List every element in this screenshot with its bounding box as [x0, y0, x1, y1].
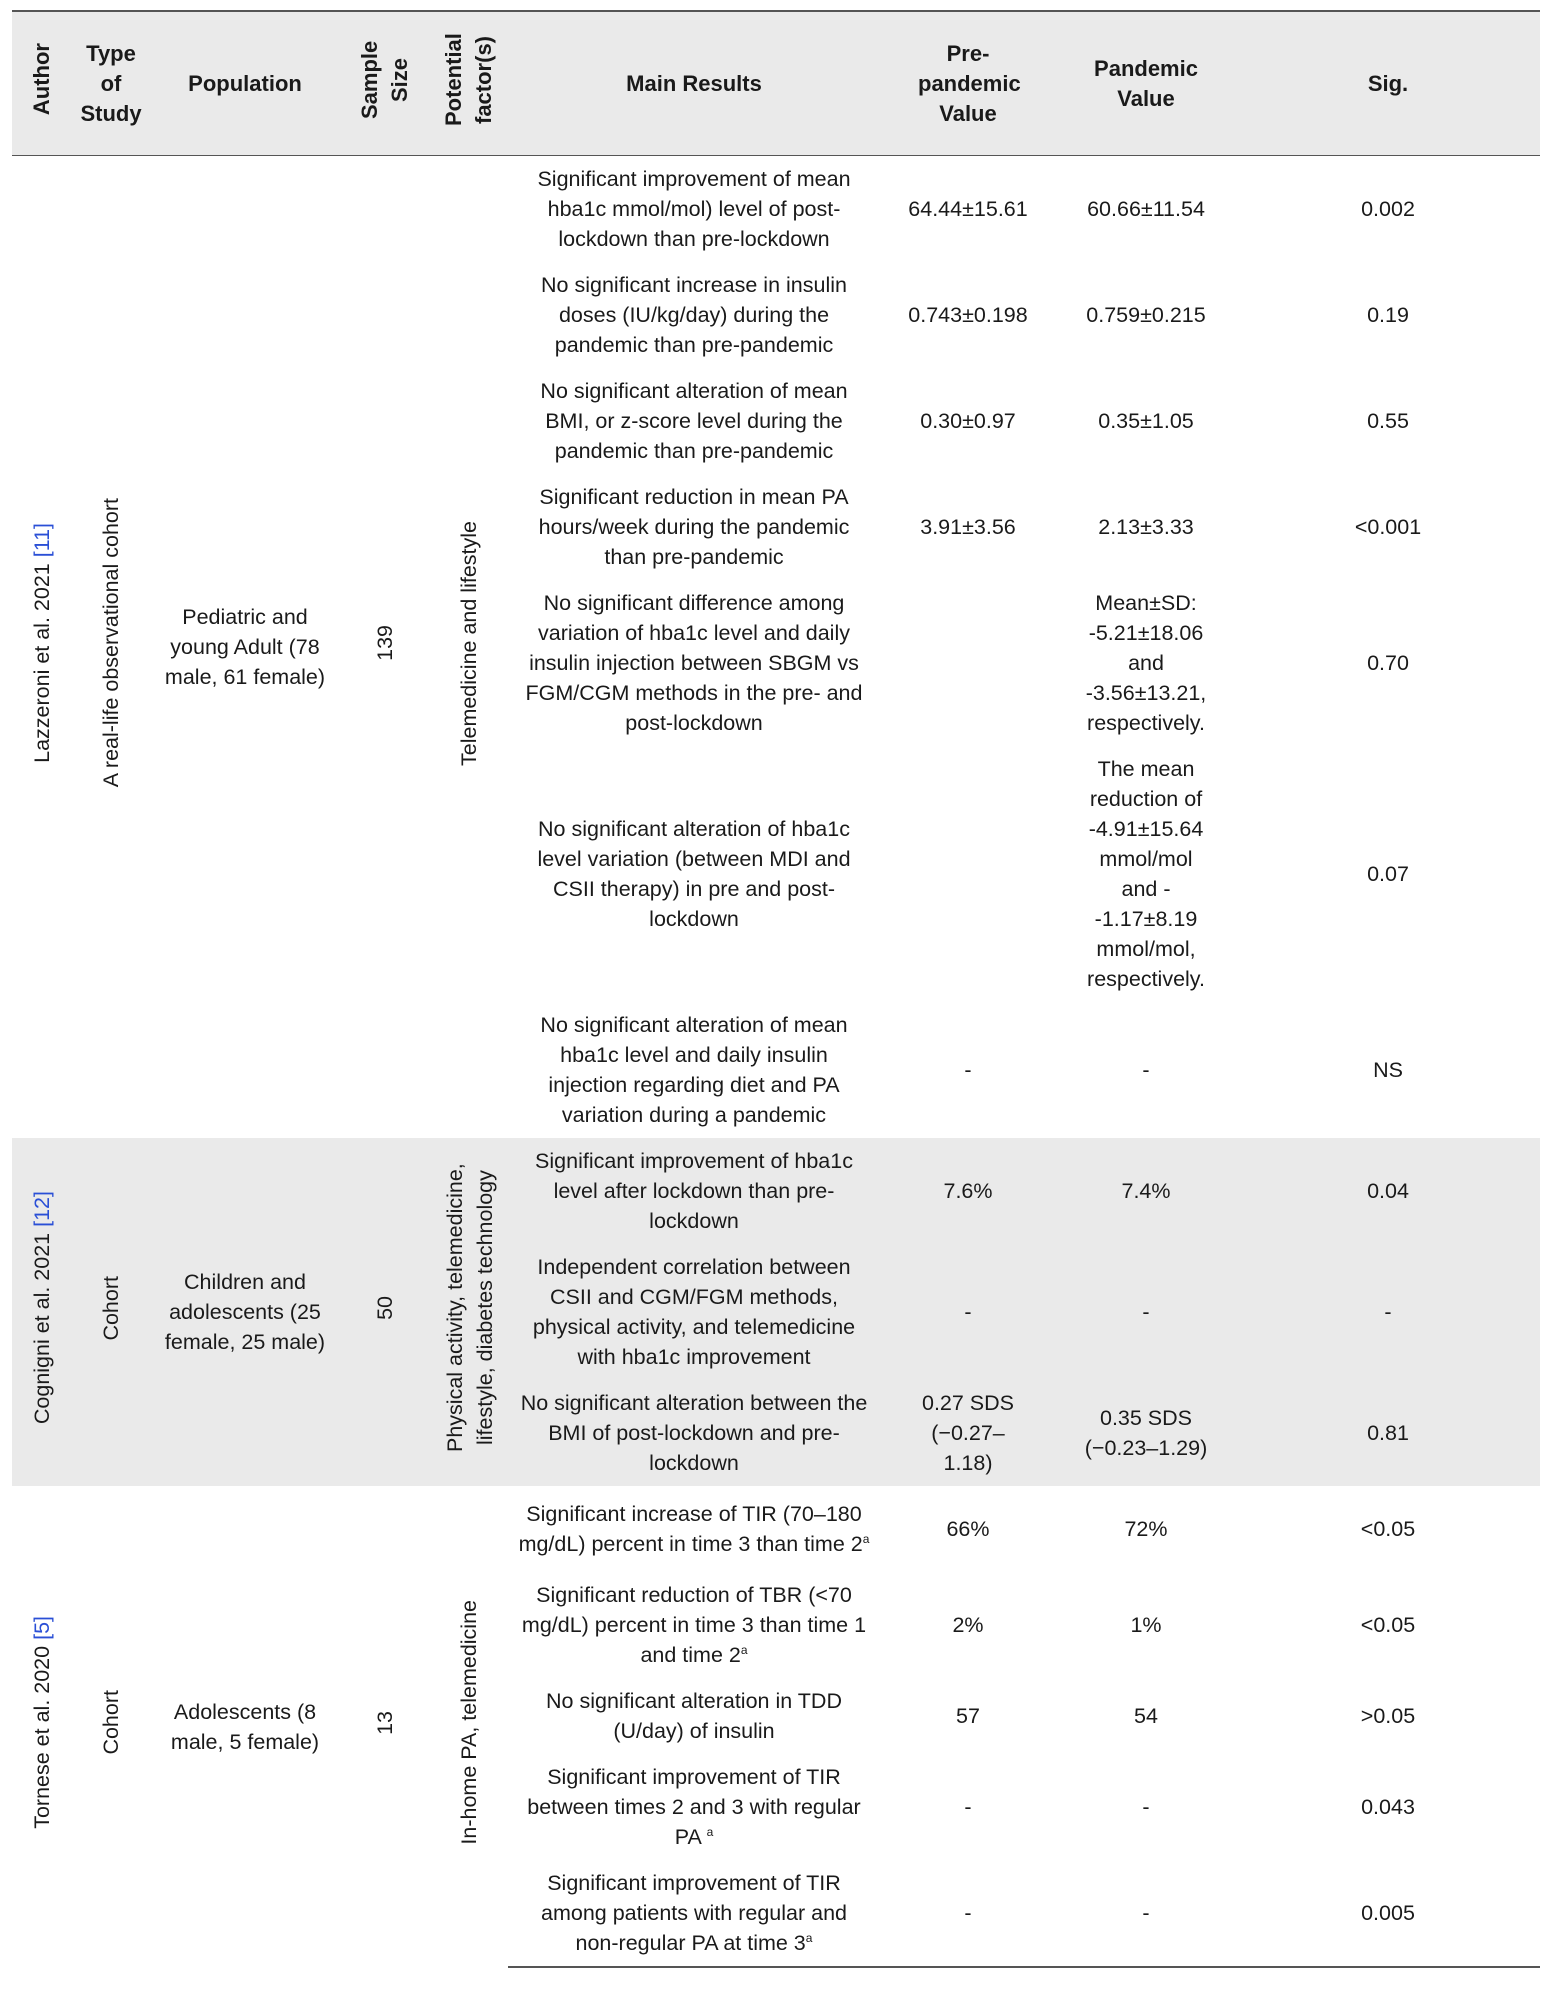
pandemic-value: - — [1142, 1795, 1150, 1819]
table-row — [12, 1486, 1540, 1572]
significance-cell — [1236, 1380, 1540, 1486]
pandemic-value-cell — [1056, 1572, 1236, 1678]
pre-pandemic-value: 66% — [946, 1517, 990, 1541]
reference-link[interactable]: [11] — [30, 523, 54, 558]
population-cell — [150, 156, 340, 1139]
main-result-cell — [508, 580, 880, 746]
header-type-of-study: Type of Study — [72, 11, 150, 156]
main-result-text: Significant reduction in mean PA hours/week during the pandemic than pre-pandemic — [538, 485, 850, 569]
main-result-cell — [508, 1860, 880, 1967]
pandemic-value: Mean±SD: -5.21±18.06 and -3.56±13.21, respectively. — [1085, 591, 1207, 735]
pre-pandemic-value-cell — [880, 746, 1056, 1002]
type-of-study-cell-text: Cohort — [99, 1275, 123, 1341]
header-author: Author — [12, 11, 72, 156]
population-cell-text: Children and adolescents (25 female, 25 male) — [164, 1270, 326, 1354]
significance: 0.19 — [1367, 303, 1409, 327]
pre-pandemic-value-cell — [880, 1754, 1056, 1860]
significance: <0.05 — [1360, 1517, 1416, 1541]
header-sample-size: Sample Size — [340, 11, 430, 156]
pandemic-value-cell — [1056, 1244, 1236, 1380]
main-result-text: Significant improvement of TIR between times 2 and 3 with regular PA — [527, 1765, 861, 1849]
footnote-marker: a — [740, 1642, 748, 1657]
pre-pandemic-value-cell — [880, 1678, 1056, 1754]
main-result-text: No significant difference among variation of hba1c level and daily insulin injection between SBGM vs FGM/CGM methods in the pre- and post-lockdown — [525, 591, 863, 735]
significance-cell — [1236, 368, 1540, 474]
significance-cell — [1236, 1486, 1540, 1572]
table-body — [12, 156, 1540, 1968]
table-row — [12, 156, 1540, 263]
significance-cell — [1236, 262, 1540, 368]
author-text — [27, 523, 57, 763]
pre-pandemic-value: - — [964, 1901, 972, 1925]
pandemic-value-cell — [1056, 1138, 1236, 1244]
pandemic-value-cell — [1056, 1380, 1236, 1486]
pandemic-value: - — [1142, 1058, 1150, 1082]
main-result-cell — [508, 1380, 880, 1486]
significance-cell — [1236, 1002, 1540, 1138]
main-result-cell — [508, 1002, 880, 1138]
author-cell — [12, 156, 72, 1139]
pandemic-value-cell — [1056, 262, 1236, 368]
main-result-text: No significant alteration between the BMI of post-lockdown and pre-lockdown — [520, 1391, 868, 1475]
pre-pandemic-value: 2% — [952, 1613, 984, 1637]
significance: 0.81 — [1367, 1421, 1409, 1445]
pandemic-value: - — [1142, 1300, 1150, 1324]
author-name: Lazzeroni et al. 2021 — [30, 563, 54, 763]
pre-pandemic-value: 7.6% — [943, 1179, 993, 1203]
potential-factors-cell — [430, 1138, 508, 1486]
type-of-study-cell — [72, 1138, 150, 1486]
pandemic-value: The mean reduction of -4.91±15.64 mmol/mol and --1.17±8.19 mmol/mol, respectively. — [1087, 757, 1205, 991]
pandemic-value-cell — [1056, 1486, 1236, 1572]
significance: <0.05 — [1360, 1613, 1416, 1637]
pre-pandemic-value-cell — [880, 1572, 1056, 1678]
pre-pandemic-value-cell — [880, 262, 1056, 368]
main-result-text: Significant reduction of TBR (<70 mg/dL) percent in time 3 than time 1 and time 2 — [521, 1583, 867, 1667]
results-table — [12, 10, 1540, 1968]
footnote-marker: a — [706, 1824, 714, 1839]
main-result-cell — [508, 1572, 880, 1678]
footnote-marker: a — [862, 1531, 870, 1546]
pandemic-value-cell — [1056, 368, 1236, 474]
main-result-text: Significant increase of TIR (70–180 mg/dL) percent in time 3 than time 2 — [518, 1502, 863, 1556]
reference-link[interactable]: [12] — [30, 1191, 54, 1228]
author-cell — [12, 1486, 72, 1967]
pandemic-value: 0.35±1.05 — [1098, 409, 1194, 433]
main-result-cell — [508, 156, 880, 263]
significance-cell — [1236, 474, 1540, 580]
main-result-text: No significant increase in insulin doses (IU/kg/day) during the pandemic than pre-pandemic — [541, 273, 847, 357]
pandemic-value: 1% — [1130, 1613, 1162, 1637]
type-of-study-cell — [72, 156, 150, 1139]
population-cell — [150, 1138, 340, 1486]
pre-pandemic-value-cell — [880, 1860, 1056, 1967]
pandemic-value: 2.13±3.33 — [1098, 515, 1194, 539]
main-result-text: No significant alteration of mean BMI, or z-score level during the pandemic than pre-pandemic — [540, 379, 848, 463]
sample-size-cell — [340, 156, 430, 1139]
significance: <0.001 — [1354, 515, 1422, 539]
significance: NS — [1373, 1058, 1403, 1082]
pre-pandemic-value-cell — [880, 1486, 1056, 1572]
pre-pandemic-value: 0.30±0.97 — [920, 409, 1016, 433]
pre-pandemic-value: - — [964, 1300, 972, 1324]
type-of-study-cell — [72, 1486, 150, 1967]
main-result-cell — [508, 368, 880, 474]
pre-pandemic-value-cell — [880, 1244, 1056, 1380]
pre-pandemic-value-cell — [880, 368, 1056, 474]
main-result-cell — [508, 1244, 880, 1380]
pandemic-value: 54 — [1134, 1704, 1158, 1728]
sample-size-cell — [340, 1138, 430, 1486]
pandemic-value: 72% — [1124, 1517, 1168, 1541]
header-row — [12, 11, 1540, 156]
main-result-cell — [508, 474, 880, 580]
pre-pandemic-value-cell — [880, 474, 1056, 580]
significance-cell — [1236, 1754, 1540, 1860]
type-of-study-cell-text: Cohort — [99, 1690, 123, 1755]
significance: - — [1384, 1300, 1392, 1324]
pre-pandemic-value-cell — [880, 580, 1056, 746]
main-result-text: Independent correlation between CSII and CGM/FGM methods, physical activity, and telemedicine with hba1c improvement — [532, 1255, 856, 1369]
author-cell — [12, 1138, 72, 1486]
pre-pandemic-value-cell — [880, 1380, 1056, 1486]
sample-size-cell — [340, 1486, 430, 1967]
pandemic-value-cell — [1056, 746, 1236, 1002]
main-result-text: Significant improvement of hba1c level after lockdown than pre-lockdown — [535, 1149, 853, 1233]
reference-link[interactable]: [5] — [30, 1616, 54, 1641]
main-result-cell — [508, 1138, 880, 1244]
main-result-text: No significant alteration in TDD (U/day) of insulin — [546, 1689, 842, 1743]
header-potential-factors: Potential factor(s) — [430, 11, 508, 156]
main-result-text: No significant alteration of hba1c level variation (between MDI and CSII therapy) in pre and post-lockdown — [537, 817, 851, 931]
population-cell-text: Pediatric and young Adult (78 male, 61 female) — [164, 605, 326, 689]
significance: 0.043 — [1361, 1795, 1415, 1819]
author-text — [27, 1616, 57, 1829]
potential-factors-cell — [430, 156, 508, 1139]
sample-size-cell-text: 13 — [373, 1710, 397, 1735]
header-pre-pandemic: Pre-pandemic Value — [880, 11, 1056, 156]
significance: 0.70 — [1367, 651, 1409, 675]
footnote-marker: a — [805, 1930, 813, 1945]
header-sig: Sig. — [1236, 11, 1540, 156]
potential-factors-cell — [430, 1486, 508, 1967]
pandemic-value: 7.4% — [1121, 1179, 1171, 1203]
pandemic-value-cell — [1056, 1002, 1236, 1138]
significance-cell — [1236, 746, 1540, 1002]
significance: >0.05 — [1360, 1704, 1416, 1728]
potential-factors-cell-text: Telemedicine and lifestyle — [457, 520, 481, 766]
author-name: Tornese et al. 2020 — [30, 1646, 54, 1829]
significance: 0.005 — [1361, 1901, 1415, 1925]
main-result-cell — [508, 1678, 880, 1754]
significance: 0.002 — [1361, 197, 1415, 221]
pandemic-value-cell — [1056, 1678, 1236, 1754]
header-population: Population — [150, 11, 340, 156]
main-result-cell — [508, 262, 880, 368]
population-cell-text: Adolescents (8 male, 5 female) — [170, 1699, 320, 1754]
significance: 0.07 — [1367, 862, 1409, 886]
pre-pandemic-value-cell — [880, 1138, 1056, 1244]
sample-size-cell-text: 50 — [373, 1296, 397, 1320]
header-pandemic: Pandemic Value — [1056, 11, 1236, 156]
sample-size-cell-text: 139 — [373, 625, 397, 661]
main-result-text: Significant improvement of TIR among patients with regular and non-regular PA at time 3 — [541, 1871, 847, 1955]
pre-pandemic-value: - — [964, 1058, 972, 1082]
pandemic-value-cell — [1056, 474, 1236, 580]
significance-cell — [1236, 1572, 1540, 1678]
significance-cell — [1236, 156, 1540, 263]
header-main-results: Main Results — [508, 11, 880, 156]
pre-pandemic-value: 3.91±3.56 — [920, 515, 1016, 539]
significance-cell — [1236, 580, 1540, 746]
significance-cell — [1236, 1244, 1540, 1380]
pandemic-value-cell — [1056, 1860, 1236, 1967]
pandemic-value: - — [1142, 1901, 1150, 1925]
type-of-study-cell-text: A real-life observational cohort — [99, 498, 123, 788]
significance-cell — [1236, 1138, 1540, 1244]
main-result-cell — [508, 1754, 880, 1860]
main-result-text: No significant alteration of mean hba1c level and daily insulin injection regarding diet and PA variation during a pandemic — [540, 1013, 848, 1127]
author-name: Cognigni et al. 2021 — [30, 1233, 54, 1425]
table-row — [12, 1138, 1540, 1244]
pandemic-value: 0.35 SDS (−0.23–1.29) — [1084, 1406, 1208, 1460]
pre-pandemic-value: 0.743±0.198 — [908, 303, 1028, 327]
significance: 0.55 — [1367, 409, 1409, 433]
potential-factors-cell-text: In-home PA, telemedicine — [457, 1600, 481, 1845]
author-text — [27, 1191, 57, 1424]
potential-factors-cell-text: Physical activity, telemedicine, lifestyle, diabetes technology — [443, 1163, 497, 1453]
population-cell — [150, 1486, 340, 1967]
significance-cell — [1236, 1678, 1540, 1754]
pandemic-value-cell — [1056, 156, 1236, 263]
pre-pandemic-value-cell — [880, 156, 1056, 263]
pre-pandemic-value-cell — [880, 1002, 1056, 1138]
pandemic-value-cell — [1056, 580, 1236, 746]
pre-pandemic-value: 64.44±15.61 — [908, 197, 1028, 221]
pandemic-value: 0.759±0.215 — [1086, 303, 1206, 327]
significance: 0.04 — [1367, 1179, 1409, 1203]
pre-pandemic-value: 0.27 SDS (−0.27–1.18) — [921, 1391, 1015, 1475]
main-result-cell — [508, 1486, 880, 1572]
main-result-cell — [508, 746, 880, 1002]
significance-cell — [1236, 1860, 1540, 1967]
pandemic-value: 60.66±11.54 — [1087, 197, 1205, 221]
main-result-text: Significant improvement of mean hba1c mmol/mol) level of post-lockdown than pre-lockdown — [537, 167, 851, 251]
pandemic-value-cell — [1056, 1754, 1236, 1860]
pre-pandemic-value: 57 — [956, 1704, 980, 1728]
pre-pandemic-value: - — [964, 1795, 972, 1819]
